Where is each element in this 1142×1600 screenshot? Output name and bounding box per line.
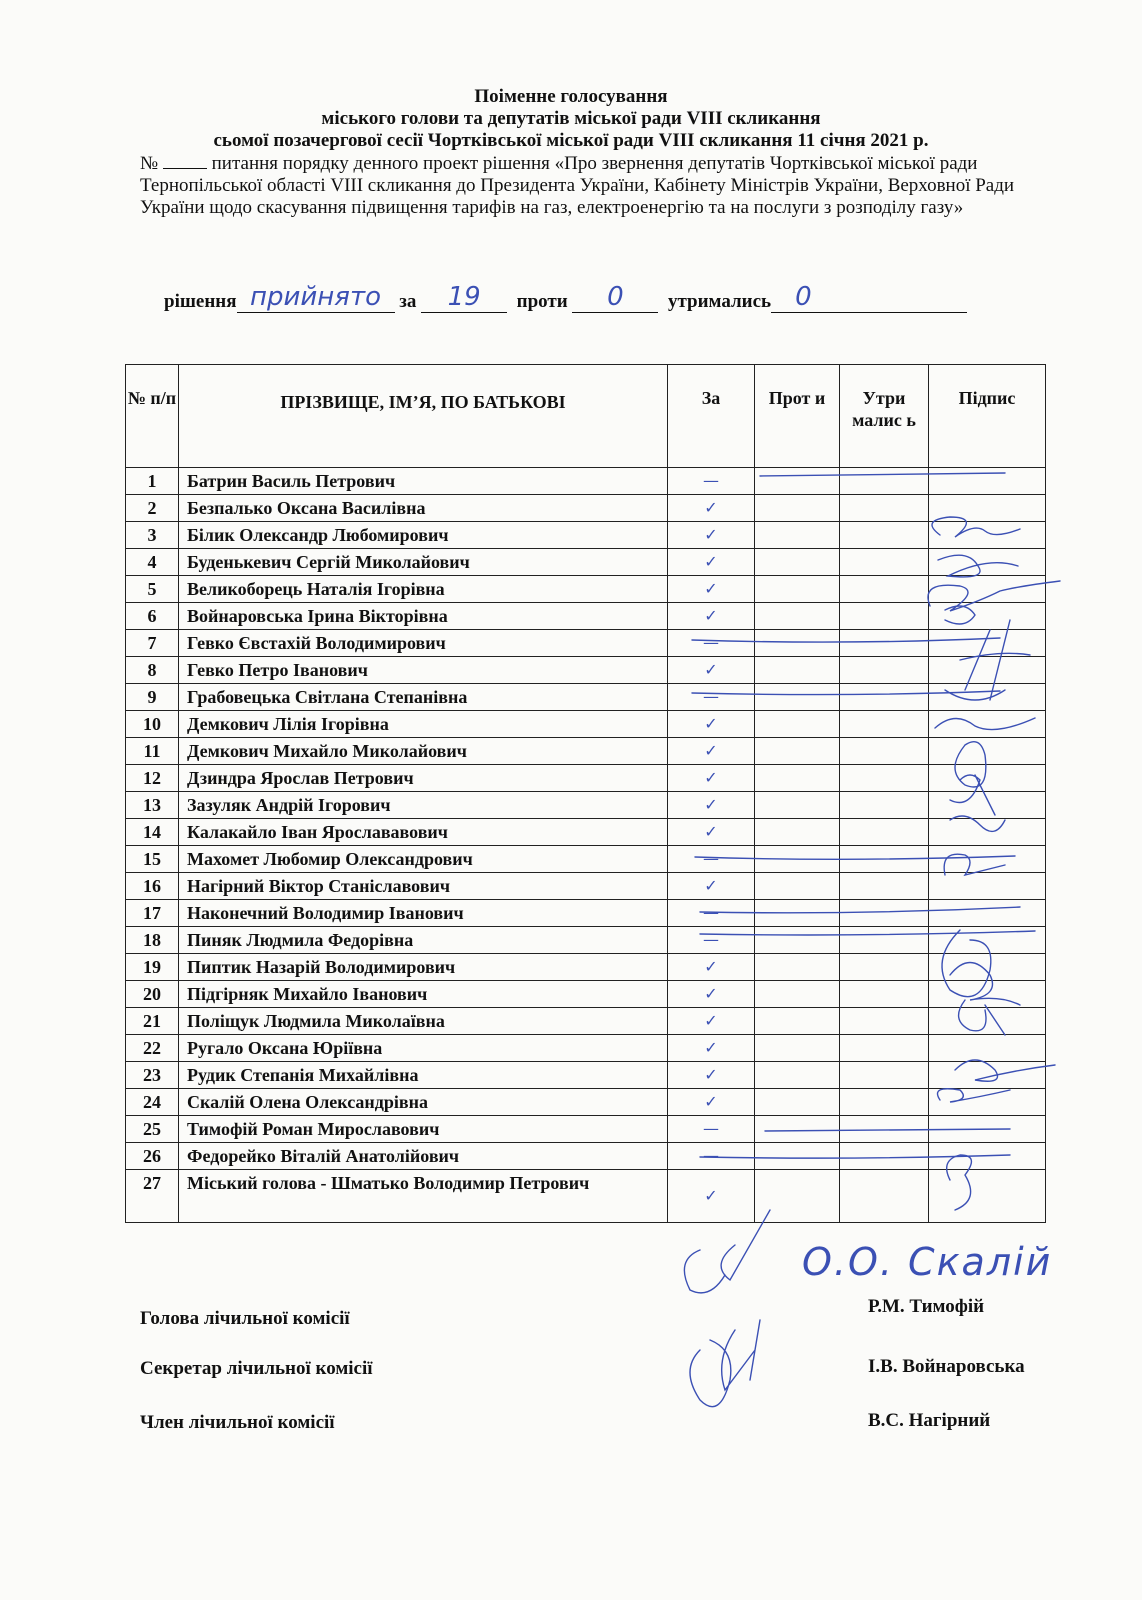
- row-name: Махомет Любомир Олександрович: [179, 846, 668, 873]
- agenda-item: [140, 152, 1030, 219]
- vote-mark: —: [703, 849, 719, 868]
- row-for: [668, 819, 755, 846]
- row-abstain: [840, 468, 929, 495]
- row-number: 12: [126, 765, 179, 792]
- table-row: [126, 738, 1046, 765]
- row-signature: [929, 711, 1046, 738]
- row-signature: [929, 495, 1046, 522]
- table-row: [126, 684, 1046, 711]
- table-row: [126, 981, 1046, 1008]
- table-row: [126, 711, 1046, 738]
- row-signature: [929, 900, 1046, 927]
- vote-mark: ✓: [704, 741, 718, 760]
- row-number: 17: [126, 900, 179, 927]
- row-for: [668, 900, 755, 927]
- row-name: Білик Олександр Любомирович: [179, 522, 668, 549]
- row-for: [668, 738, 755, 765]
- table-row: [126, 657, 1046, 684]
- row-against: [755, 765, 840, 792]
- row-name: Федорейко Віталій Анатолійович: [179, 1143, 668, 1170]
- row-for: [668, 1008, 755, 1035]
- row-name: Дзиндра Ярослав Петрович: [179, 765, 668, 792]
- row-number: 23: [126, 1062, 179, 1089]
- row-abstain: [840, 576, 929, 603]
- row-for: [668, 846, 755, 873]
- row-for: [668, 711, 755, 738]
- row-abstain: [840, 1143, 929, 1170]
- row-name: Пиптик Назарій Володимирович: [179, 954, 668, 981]
- row-name: Гевко Євстахій Володимирович: [179, 630, 668, 657]
- row-number: 14: [126, 819, 179, 846]
- member-name: В.С. Нагірний: [868, 1410, 991, 1431]
- row-abstain: [840, 1089, 929, 1116]
- handwritten-name: О.О. Скалій: [802, 1240, 1053, 1284]
- vote-mark: ✓: [704, 984, 718, 1003]
- row-name: Тимофій Роман Мирославович: [179, 1116, 668, 1143]
- table-row: [126, 495, 1046, 522]
- signature-secretary: [690, 1320, 760, 1407]
- vote-mark: ✓: [704, 795, 718, 814]
- row-abstain: [840, 1062, 929, 1089]
- vote-mark: ✓: [704, 660, 718, 679]
- vote-mark: —: [703, 633, 719, 652]
- vote-mark: ✓: [704, 1038, 718, 1057]
- row-name: Рудик Степанія Михайлівна: [179, 1062, 668, 1089]
- row-abstain: [840, 819, 929, 846]
- row-number: 21: [126, 1008, 179, 1035]
- table-row: [126, 549, 1046, 576]
- row-number: 3: [126, 522, 179, 549]
- row-name: Калакайло Іван Ярослававович: [179, 819, 668, 846]
- row-name: Скалій Олена Олександрівна: [179, 1089, 668, 1116]
- row-for: [668, 576, 755, 603]
- agenda-number-sign: №: [140, 153, 159, 174]
- row-for: [668, 981, 755, 1008]
- against-field: [572, 282, 658, 313]
- row-for: [668, 522, 755, 549]
- row-for: [668, 765, 755, 792]
- row-number: 25: [126, 1116, 179, 1143]
- row-name: Ругало Оксана Юріївна: [179, 1035, 668, 1062]
- abstain-value: 0: [795, 282, 812, 312]
- vote-mark: —: [703, 903, 719, 922]
- row-signature: [929, 630, 1046, 657]
- table-row: [126, 603, 1046, 630]
- vote-mark: —: [703, 471, 719, 490]
- row-against: [755, 711, 840, 738]
- col-header-against: Прот и: [755, 365, 840, 468]
- row-name: Гевко Петро Іванович: [179, 657, 668, 684]
- vote-mark: ✓: [704, 768, 718, 787]
- row-abstain: [840, 954, 929, 981]
- row-signature: [929, 1062, 1046, 1089]
- chair-label: Голова лічильної комісії: [140, 1308, 350, 1329]
- row-for: [668, 549, 755, 576]
- row-abstain: [840, 495, 929, 522]
- row-number: 1: [126, 468, 179, 495]
- row-name: Нагірний Віктор Станіславович: [179, 873, 668, 900]
- vote-mark: —: [703, 687, 719, 706]
- row-against: [755, 846, 840, 873]
- row-for: [668, 1143, 755, 1170]
- row-number: 10: [126, 711, 179, 738]
- secretary-label: Секретар лічильної комісії: [140, 1358, 373, 1379]
- row-for: [668, 873, 755, 900]
- row-abstain: [840, 522, 929, 549]
- vote-mark: ✓: [704, 1186, 718, 1205]
- row-for: [668, 1116, 755, 1143]
- col-header-signature: Підпис: [929, 365, 1046, 468]
- row-for: [668, 954, 755, 981]
- col-header-abstain: Утри малис ь: [840, 365, 929, 468]
- table-row: [126, 846, 1046, 873]
- row-number: 8: [126, 657, 179, 684]
- row-for: [668, 927, 755, 954]
- vote-mark: —: [703, 930, 719, 949]
- row-for: [668, 1062, 755, 1089]
- row-signature: [929, 549, 1046, 576]
- row-for: [668, 603, 755, 630]
- row-against: [755, 819, 840, 846]
- vote-mark: —: [703, 1146, 719, 1165]
- row-for: [668, 1035, 755, 1062]
- row-name: Демкович Михайло Миколайович: [179, 738, 668, 765]
- row-against: [755, 1170, 840, 1223]
- member-label: Член лічильної комісії: [140, 1412, 335, 1433]
- row-for: [668, 630, 755, 657]
- table-row: [126, 927, 1046, 954]
- col-header-name: ПРІЗВИЩЕ, ІМ’Я, ПО БАТЬКОВІ: [179, 365, 668, 468]
- row-against: [755, 684, 840, 711]
- row-abstain: [840, 738, 929, 765]
- row-abstain: [840, 792, 929, 819]
- row-number: 27: [126, 1170, 179, 1223]
- row-for: [668, 792, 755, 819]
- row-abstain: [840, 1170, 929, 1223]
- doc-session-line: сьомої позачергової сесії Чортківської міської ради VIII скликання 11 січня 2021 р.: [213, 130, 929, 151]
- chair-name: Р.М. Тимофій: [868, 1296, 985, 1317]
- row-number: 7: [126, 630, 179, 657]
- row-abstain: [840, 846, 929, 873]
- row-signature: [929, 1035, 1046, 1062]
- vote-mark: ✓: [704, 876, 718, 895]
- row-against: [755, 468, 840, 495]
- row-number: 22: [126, 1035, 179, 1062]
- row-abstain: [840, 549, 929, 576]
- row-name: Буденькевич Сергій Миколайович: [179, 549, 668, 576]
- row-name: Наконечний Володимир Іванович: [179, 900, 668, 927]
- row-against: [755, 981, 840, 1008]
- row-signature: [929, 927, 1046, 954]
- row-name: Міський голова - Шматько Володимир Петрович: [179, 1170, 668, 1223]
- table-row: [126, 873, 1046, 900]
- row-number: 26: [126, 1143, 179, 1170]
- vote-mark: ✓: [704, 525, 718, 544]
- row-for: [668, 468, 755, 495]
- row-for: [668, 1170, 755, 1223]
- table-row: [126, 1116, 1046, 1143]
- row-abstain: [840, 684, 929, 711]
- vote-mark: ✓: [704, 1011, 718, 1030]
- row-abstain: [840, 873, 929, 900]
- row-against: [755, 1143, 840, 1170]
- row-against: [755, 1116, 840, 1143]
- row-abstain: [840, 657, 929, 684]
- row-against: [755, 1035, 840, 1062]
- row-number: 15: [126, 846, 179, 873]
- row-signature: [929, 981, 1046, 1008]
- row-abstain: [840, 900, 929, 927]
- row-abstain: [840, 630, 929, 657]
- row-abstain: [840, 1035, 929, 1062]
- secretary-name: І.В. Войнаровська: [868, 1356, 1025, 1377]
- table-row: [126, 1170, 1046, 1223]
- row-for: [668, 495, 755, 522]
- row-number: 4: [126, 549, 179, 576]
- row-number: 11: [126, 738, 179, 765]
- vote-mark: ✓: [704, 714, 718, 733]
- row-signature: [929, 576, 1046, 603]
- table-row: [126, 522, 1046, 549]
- row-against: [755, 522, 840, 549]
- row-number: 13: [126, 792, 179, 819]
- row-signature: [929, 765, 1046, 792]
- row-against: [755, 603, 840, 630]
- row-against: [755, 927, 840, 954]
- row-against: [755, 630, 840, 657]
- col-header-number: № п/п: [126, 365, 179, 468]
- row-signature: [929, 603, 1046, 630]
- row-number: 18: [126, 927, 179, 954]
- table-row: [126, 630, 1046, 657]
- roll-call-body: [126, 468, 1046, 1223]
- doc-title: Поіменне голосування: [474, 86, 668, 107]
- table-row: [126, 1062, 1046, 1089]
- row-name: Зазуляк Андрій Ігорович: [179, 792, 668, 819]
- vote-mark: ✓: [704, 1065, 718, 1084]
- row-signature: [929, 873, 1046, 900]
- row-signature: [929, 819, 1046, 846]
- doc-subtitle: міського голови та депутатів міської ради VIII скликання: [321, 108, 821, 129]
- row-against: [755, 954, 840, 981]
- row-signature: [929, 684, 1046, 711]
- row-number: 24: [126, 1089, 179, 1116]
- vote-mark: ✓: [704, 579, 718, 598]
- row-against: [755, 873, 840, 900]
- vote-mark: ✓: [704, 957, 718, 976]
- row-abstain: [840, 765, 929, 792]
- row-against: [755, 549, 840, 576]
- row-signature: [929, 1143, 1046, 1170]
- row-signature: [929, 954, 1046, 981]
- row-number: 5: [126, 576, 179, 603]
- for-field: [421, 282, 507, 313]
- row-signature: [929, 792, 1046, 819]
- agenda-number-blank: [163, 152, 207, 169]
- row-name: Войнаровська Ірина Вікторівна: [179, 603, 668, 630]
- row-signature: [929, 1089, 1046, 1116]
- table-row: [126, 792, 1046, 819]
- row-abstain: [840, 927, 929, 954]
- vote-mark: ✓: [704, 498, 718, 517]
- table-row: [126, 468, 1046, 495]
- vote-mark: —: [703, 1119, 719, 1138]
- vote-mark: ✓: [704, 552, 718, 571]
- row-number: 9: [126, 684, 179, 711]
- row-signature: [929, 1170, 1046, 1223]
- vote-mark: ✓: [704, 606, 718, 625]
- decision-field: [237, 282, 395, 313]
- row-name: Грабовецька Світлана Степанівна: [179, 684, 668, 711]
- row-number: 2: [126, 495, 179, 522]
- roll-call-table: [125, 364, 1046, 1223]
- decision-line: [164, 282, 967, 313]
- row-signature: [929, 522, 1046, 549]
- row-against: [755, 792, 840, 819]
- row-name: Поліщук Людмила Миколаївна: [179, 1008, 668, 1035]
- table-row: [126, 1008, 1046, 1035]
- table-row: [126, 1035, 1046, 1062]
- row-against: [755, 576, 840, 603]
- table-row: [126, 819, 1046, 846]
- row-number: 20: [126, 981, 179, 1008]
- row-signature: [929, 468, 1046, 495]
- table-row: [126, 1143, 1046, 1170]
- abstain-field: [771, 282, 967, 313]
- row-name: Демкович Лілія Ігорівна: [179, 711, 668, 738]
- table-row: [126, 954, 1046, 981]
- decision-value: прийнято: [250, 282, 381, 312]
- row-signature: [929, 1008, 1046, 1035]
- row-against: [755, 1008, 840, 1035]
- vote-mark: ✓: [704, 1092, 718, 1111]
- row-name: Батрин Василь Петрович: [179, 468, 668, 495]
- table-row: [126, 765, 1046, 792]
- abstain-label: утримались: [667, 291, 772, 312]
- row-number: 6: [126, 603, 179, 630]
- row-abstain: [840, 1008, 929, 1035]
- row-signature: [929, 738, 1046, 765]
- against-label: проти: [516, 291, 568, 312]
- row-number: 19: [126, 954, 179, 981]
- decision-label: рішення: [164, 291, 237, 312]
- row-signature: [929, 1116, 1046, 1143]
- agenda-text: питання порядку денного проект рішення «Про звернення депутатів Чортківської міської ради Тернопільської області VIII скликання до Президента України, Кабінету Міністрів України, Верховної Ради України щодо скасування підвищення тарифів на газ, електроенергію та на послуги з розподілу газу»: [140, 153, 1015, 218]
- table-row: [126, 900, 1046, 927]
- row-against: [755, 900, 840, 927]
- row-signature: [929, 657, 1046, 684]
- row-name: Безпалько Оксана Василівна: [179, 495, 668, 522]
- row-for: [668, 657, 755, 684]
- row-name: Підгірняк Михайло Іванович: [179, 981, 668, 1008]
- row-against: [755, 495, 840, 522]
- row-abstain: [840, 981, 929, 1008]
- table-header-row: [126, 365, 1046, 468]
- row-against: [755, 738, 840, 765]
- row-name: Пиняк Людмила Федорівна: [179, 927, 668, 954]
- col-header-for: За: [668, 365, 755, 468]
- row-for: [668, 684, 755, 711]
- row-abstain: [840, 603, 929, 630]
- table-row: [126, 576, 1046, 603]
- row-against: [755, 1062, 840, 1089]
- vote-mark: ✓: [704, 822, 718, 841]
- row-for: [668, 1089, 755, 1116]
- for-value: 19: [447, 282, 481, 312]
- row-name: Великоборець Наталія Ігорівна: [179, 576, 668, 603]
- row-abstain: [840, 711, 929, 738]
- row-against: [755, 657, 840, 684]
- table-row: [126, 1089, 1046, 1116]
- row-abstain: [840, 1116, 929, 1143]
- row-number: 16: [126, 873, 179, 900]
- row-signature: [929, 846, 1046, 873]
- for-label: за: [399, 291, 417, 312]
- against-value: 0: [607, 282, 624, 312]
- row-against: [755, 1089, 840, 1116]
